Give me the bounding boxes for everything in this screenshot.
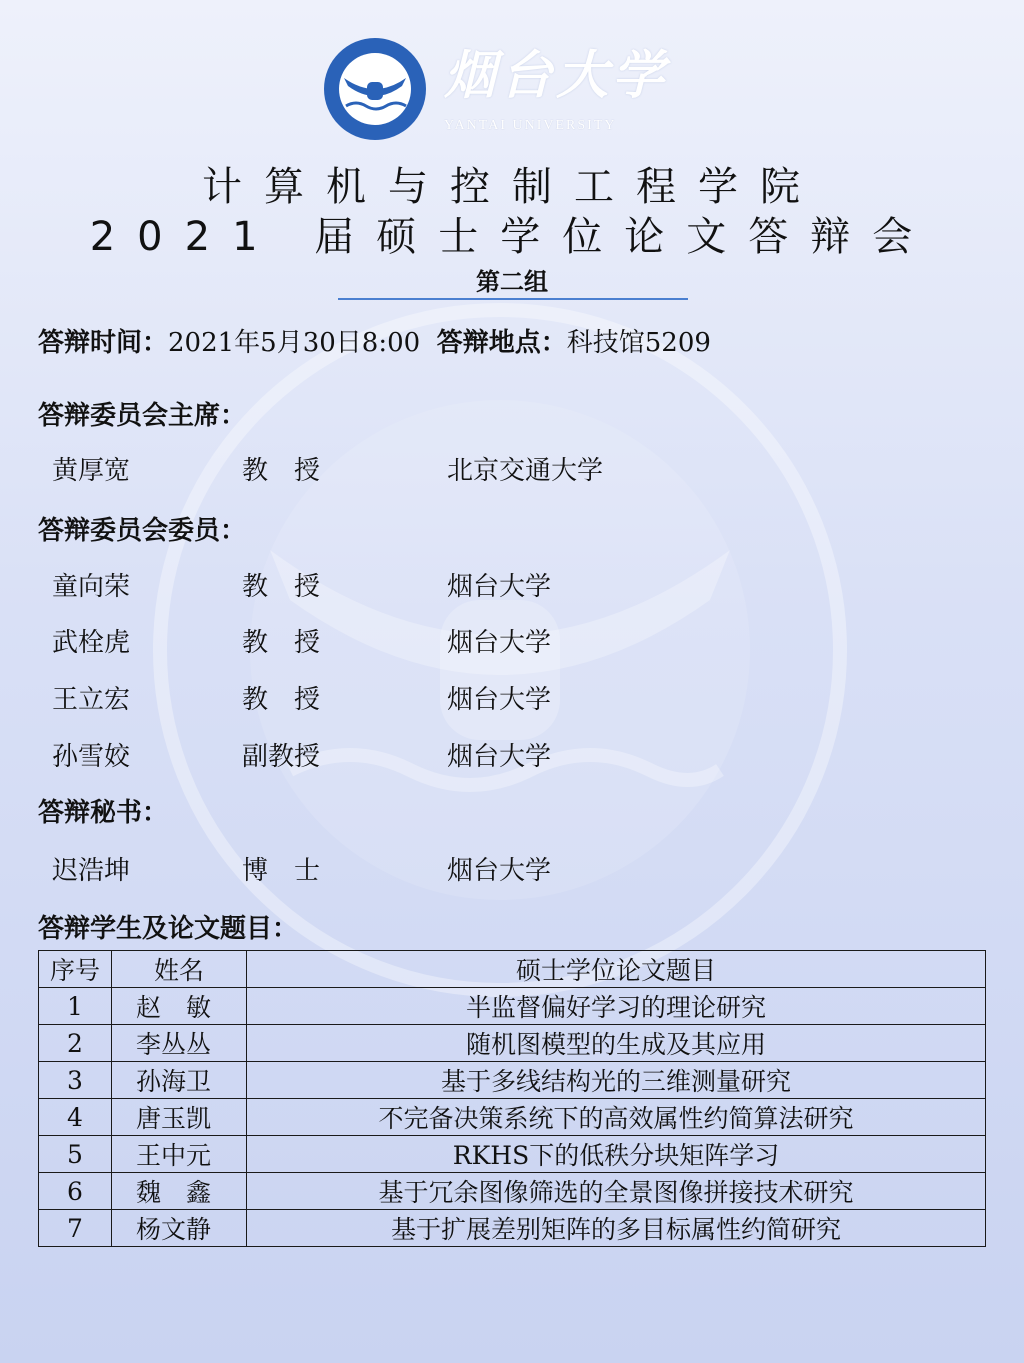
logo-name-en: YANTAI UNIVERSITY [444, 118, 617, 133]
member-name: 王立宏 [52, 685, 131, 715]
time-value: 2021年5月30日8:00 [168, 328, 421, 358]
students-heading: 答辩学生及论文题目： [38, 914, 299, 944]
member-title: 教 授 [242, 456, 321, 486]
page-title-line2: 2021 届硕士学位论文答辩会 [89, 214, 935, 260]
student-name: 王中元 [112, 1136, 247, 1173]
table-row [39, 1025, 986, 1062]
student-name: 李丛丛 [112, 1025, 247, 1062]
member-affiliation: 烟台大学 [447, 856, 552, 886]
student-name: 魏 鑫 [112, 1173, 247, 1210]
student-name: 赵 敏 [112, 988, 247, 1025]
thesis-table [38, 950, 986, 1247]
row-number: 2 [39, 1025, 112, 1062]
member-affiliation: 北京交通大学 [447, 456, 604, 486]
member-affiliation: 烟台大学 [447, 685, 552, 715]
member-title: 教 授 [242, 685, 321, 715]
column-header: 硕士学位论文题目 [247, 951, 986, 988]
logo-wordmark [444, 36, 674, 134]
student-name: 孙海卫 [112, 1062, 247, 1099]
table-row [39, 1062, 986, 1099]
student-name: 杨文静 [112, 1210, 247, 1247]
table-row [39, 1173, 986, 1210]
table-row [39, 1136, 986, 1173]
university-logo [322, 36, 428, 142]
member-name: 武栓虎 [52, 628, 131, 658]
thesis-title: RKHS下的低秩分块矩阵学习 [247, 1136, 986, 1173]
member-title: 博 士 [242, 856, 321, 886]
member-affiliation: 烟台大学 [447, 628, 552, 658]
row-number: 3 [39, 1062, 112, 1099]
table-row [39, 1210, 986, 1247]
member-affiliation: 烟台大学 [447, 572, 552, 602]
logo-name-cn: 烟台大学 [444, 45, 669, 106]
thesis-title: 基于多线结构光的三维测量研究 [247, 1062, 986, 1099]
row-number: 4 [39, 1099, 112, 1136]
member-name: 迟浩坤 [52, 856, 131, 886]
secretary-heading: 答辩秘书： [38, 798, 169, 828]
member-affiliation: 烟台大学 [447, 742, 552, 772]
row-number: 5 [39, 1136, 112, 1173]
row-number: 7 [39, 1210, 112, 1247]
title-underline [338, 298, 688, 300]
table-header-row [39, 951, 986, 988]
group-label: 第二组 [476, 267, 548, 296]
time-label: 答辩时间： [38, 328, 169, 358]
place-label: 答辩地点： [436, 328, 567, 358]
table-row [39, 1099, 986, 1136]
member-name: 黄厚宽 [52, 456, 131, 486]
member-name: 童向荣 [52, 572, 131, 602]
student-name: 唐玉凯 [112, 1099, 247, 1136]
thesis-title: 基于扩展差别矩阵的多目标属性约简研究 [247, 1210, 986, 1247]
column-header: 序号 [39, 951, 112, 988]
table-row [39, 988, 986, 1025]
thesis-title: 不完备决策系统下的高效属性约简算法研究 [247, 1099, 986, 1136]
committee-heading: 答辩委员会委员： [38, 516, 247, 546]
row-number: 1 [39, 988, 112, 1025]
page-title-line1: 计算机与控制工程学院 [202, 164, 822, 210]
time-place-line [38, 322, 711, 359]
column-header: 姓名 [112, 951, 247, 988]
thesis-title: 半监督偏好学习的理论研究 [247, 988, 986, 1025]
chair-heading: 答辩委员会主席： [38, 401, 247, 431]
member-title: 教 授 [242, 628, 321, 658]
thesis-title: 基于冗余图像筛选的全景图像拼接技术研究 [247, 1173, 986, 1210]
member-title: 教 授 [242, 572, 321, 602]
row-number: 6 [39, 1173, 112, 1210]
member-title: 副教授 [242, 742, 321, 772]
member-name: 孙雪姣 [52, 742, 131, 772]
place-value: 科技馆5209 [566, 328, 711, 358]
thesis-title: 随机图模型的生成及其应用 [247, 1025, 986, 1062]
